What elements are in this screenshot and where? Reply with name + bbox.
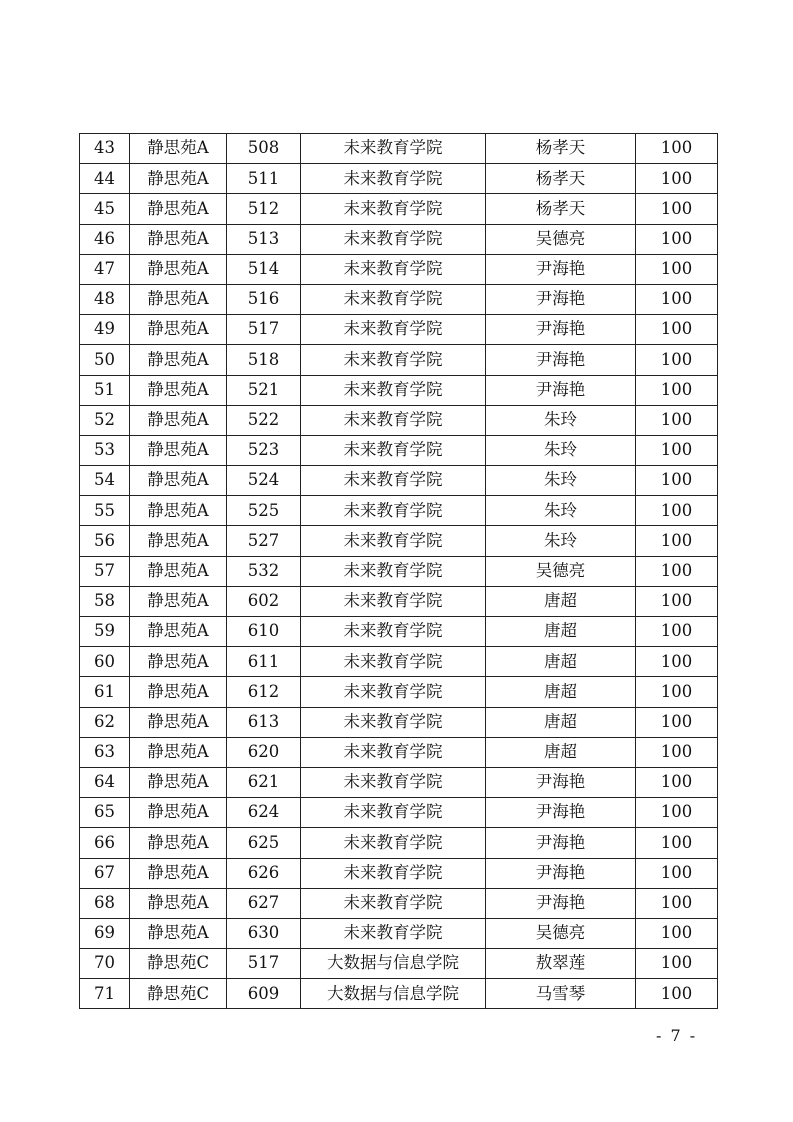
manager-cell: 杨孝天 (486, 164, 636, 194)
room-number-cell: 512 (227, 194, 301, 224)
row-number-cell: 62 (80, 707, 130, 737)
manager-cell: 朱玲 (486, 496, 636, 526)
college-cell: 未来教育学院 (301, 375, 486, 405)
table-row (80, 134, 718, 164)
manager-cell: 唐超 (486, 617, 636, 647)
table-row (80, 466, 718, 496)
college-cell: 未来教育学院 (301, 254, 486, 284)
building-cell: 静思苑A (130, 586, 227, 616)
college-cell: 未来教育学院 (301, 466, 486, 496)
row-number-cell: 68 (80, 888, 130, 918)
page-number: - 7 - (656, 1026, 698, 1045)
building-cell: 静思苑A (130, 858, 227, 888)
room-number-cell: 523 (227, 435, 301, 465)
college-cell: 大数据与信息学院 (301, 949, 486, 979)
building-cell: 静思苑A (130, 737, 227, 767)
building-cell: 静思苑A (130, 798, 227, 828)
college-cell: 未来教育学院 (301, 858, 486, 888)
college-cell: 未来教育学院 (301, 526, 486, 556)
score-cell: 100 (636, 526, 718, 556)
table-row (80, 647, 718, 677)
manager-cell: 尹海艳 (486, 858, 636, 888)
college-cell: 未来教育学院 (301, 707, 486, 737)
score-cell: 100 (636, 617, 718, 647)
room-number-cell: 611 (227, 647, 301, 677)
table-row (80, 767, 718, 797)
score-cell: 100 (636, 798, 718, 828)
room-number-cell: 527 (227, 526, 301, 556)
manager-cell: 朱玲 (486, 526, 636, 556)
row-number-cell: 58 (80, 586, 130, 616)
row-number-cell: 67 (80, 858, 130, 888)
room-number-cell: 613 (227, 707, 301, 737)
room-number-cell: 627 (227, 888, 301, 918)
table-row (80, 888, 718, 918)
table-row (80, 164, 718, 194)
room-number-cell: 612 (227, 677, 301, 707)
row-number-cell: 49 (80, 315, 130, 345)
table-row (80, 405, 718, 435)
dormitory-table (79, 133, 718, 1009)
manager-cell: 朱玲 (486, 466, 636, 496)
manager-cell: 唐超 (486, 737, 636, 767)
table-row (80, 375, 718, 405)
building-cell: 静思苑A (130, 375, 227, 405)
score-cell: 100 (636, 586, 718, 616)
building-cell: 静思苑A (130, 526, 227, 556)
building-cell: 静思苑A (130, 828, 227, 858)
score-cell: 100 (636, 556, 718, 586)
table-row (80, 798, 718, 828)
score-cell: 100 (636, 164, 718, 194)
table-row (80, 586, 718, 616)
room-number-cell: 524 (227, 466, 301, 496)
room-number-cell: 513 (227, 224, 301, 254)
room-number-cell: 521 (227, 375, 301, 405)
row-number-cell: 53 (80, 435, 130, 465)
row-number-cell: 48 (80, 284, 130, 314)
score-cell: 100 (636, 345, 718, 375)
room-number-cell: 518 (227, 345, 301, 375)
manager-cell: 吴德亮 (486, 556, 636, 586)
room-number-cell: 508 (227, 134, 301, 164)
room-number-cell: 602 (227, 586, 301, 616)
building-cell: 静思苑A (130, 194, 227, 224)
table-row (80, 254, 718, 284)
college-cell: 未来教育学院 (301, 737, 486, 767)
room-number-cell: 522 (227, 405, 301, 435)
manager-cell: 马雪琴 (486, 979, 636, 1009)
manager-cell: 尹海艳 (486, 284, 636, 314)
row-number-cell: 57 (80, 556, 130, 586)
manager-cell: 尹海艳 (486, 798, 636, 828)
row-number-cell: 65 (80, 798, 130, 828)
manager-cell: 唐超 (486, 586, 636, 616)
manager-cell: 尹海艳 (486, 828, 636, 858)
table-row (80, 677, 718, 707)
row-number-cell: 64 (80, 767, 130, 797)
building-cell: 静思苑A (130, 918, 227, 948)
score-cell: 100 (636, 405, 718, 435)
college-cell: 未来教育学院 (301, 134, 486, 164)
score-cell: 100 (636, 435, 718, 465)
score-cell: 100 (636, 918, 718, 948)
room-number-cell: 514 (227, 254, 301, 284)
manager-cell: 唐超 (486, 707, 636, 737)
table-row (80, 345, 718, 375)
manager-cell: 尹海艳 (486, 767, 636, 797)
score-cell: 100 (636, 767, 718, 797)
building-cell: 静思苑A (130, 466, 227, 496)
row-number-cell: 71 (80, 979, 130, 1009)
college-cell: 未来教育学院 (301, 888, 486, 918)
college-cell: 未来教育学院 (301, 767, 486, 797)
manager-cell: 尹海艳 (486, 254, 636, 284)
table-row (80, 556, 718, 586)
building-cell: 静思苑A (130, 254, 227, 284)
room-number-cell: 630 (227, 918, 301, 948)
room-number-cell: 525 (227, 496, 301, 526)
college-cell: 未来教育学院 (301, 798, 486, 828)
score-cell: 100 (636, 647, 718, 677)
table-row (80, 918, 718, 948)
college-cell: 未来教育学院 (301, 435, 486, 465)
room-number-cell: 624 (227, 798, 301, 828)
building-cell: 静思苑A (130, 496, 227, 526)
room-number-cell: 610 (227, 617, 301, 647)
row-number-cell: 60 (80, 647, 130, 677)
row-number-cell: 51 (80, 375, 130, 405)
room-number-cell: 626 (227, 858, 301, 888)
college-cell: 未来教育学院 (301, 284, 486, 314)
building-cell: 静思苑C (130, 949, 227, 979)
college-cell: 未来教育学院 (301, 194, 486, 224)
building-cell: 静思苑A (130, 315, 227, 345)
room-number-cell: 621 (227, 767, 301, 797)
manager-cell: 唐超 (486, 647, 636, 677)
building-cell: 静思苑A (130, 707, 227, 737)
room-number-cell: 517 (227, 949, 301, 979)
college-cell: 未来教育学院 (301, 224, 486, 254)
college-cell: 大数据与信息学院 (301, 979, 486, 1009)
row-number-cell: 66 (80, 828, 130, 858)
table-row (80, 617, 718, 647)
row-number-cell: 69 (80, 918, 130, 948)
table-row (80, 224, 718, 254)
table-row (80, 858, 718, 888)
table-row (80, 707, 718, 737)
college-cell: 未来教育学院 (301, 828, 486, 858)
row-number-cell: 46 (80, 224, 130, 254)
row-number-cell: 56 (80, 526, 130, 556)
score-cell: 100 (636, 707, 718, 737)
college-cell: 未来教育学院 (301, 918, 486, 948)
score-cell: 100 (636, 496, 718, 526)
college-cell: 未来教育学院 (301, 496, 486, 526)
manager-cell: 杨孝天 (486, 134, 636, 164)
room-number-cell: 625 (227, 828, 301, 858)
manager-cell: 尹海艳 (486, 375, 636, 405)
row-number-cell: 47 (80, 254, 130, 284)
room-number-cell: 532 (227, 556, 301, 586)
table-body (80, 134, 718, 1009)
table-row (80, 979, 718, 1009)
table-row (80, 284, 718, 314)
score-cell: 100 (636, 828, 718, 858)
college-cell: 未来教育学院 (301, 647, 486, 677)
score-cell: 100 (636, 888, 718, 918)
score-cell: 100 (636, 194, 718, 224)
manager-cell: 吴德亮 (486, 918, 636, 948)
score-cell: 100 (636, 979, 718, 1009)
score-cell: 100 (636, 284, 718, 314)
row-number-cell: 45 (80, 194, 130, 224)
row-number-cell: 61 (80, 677, 130, 707)
manager-cell: 尹海艳 (486, 315, 636, 345)
college-cell: 未来教育学院 (301, 617, 486, 647)
manager-cell: 杨孝天 (486, 194, 636, 224)
room-number-cell: 609 (227, 979, 301, 1009)
row-number-cell: 54 (80, 466, 130, 496)
building-cell: 静思苑A (130, 134, 227, 164)
row-number-cell: 63 (80, 737, 130, 767)
building-cell: 静思苑A (130, 405, 227, 435)
building-cell: 静思苑A (130, 617, 227, 647)
building-cell: 静思苑A (130, 556, 227, 586)
table-row (80, 315, 718, 345)
building-cell: 静思苑A (130, 888, 227, 918)
room-number-cell: 516 (227, 284, 301, 314)
score-cell: 100 (636, 315, 718, 345)
college-cell: 未来教育学院 (301, 586, 486, 616)
score-cell: 100 (636, 224, 718, 254)
building-cell: 静思苑A (130, 164, 227, 194)
score-cell: 100 (636, 466, 718, 496)
row-number-cell: 52 (80, 405, 130, 435)
college-cell: 未来教育学院 (301, 164, 486, 194)
score-cell: 100 (636, 677, 718, 707)
score-cell: 100 (636, 858, 718, 888)
building-cell: 静思苑C (130, 979, 227, 1009)
manager-cell: 唐超 (486, 677, 636, 707)
college-cell: 未来教育学院 (301, 315, 486, 345)
row-number-cell: 70 (80, 949, 130, 979)
score-cell: 100 (636, 737, 718, 767)
building-cell: 静思苑A (130, 435, 227, 465)
table-row (80, 435, 718, 465)
college-cell: 未来教育学院 (301, 405, 486, 435)
room-number-cell: 511 (227, 164, 301, 194)
college-cell: 未来教育学院 (301, 345, 486, 375)
table-row (80, 526, 718, 556)
score-cell: 100 (636, 375, 718, 405)
table-row (80, 194, 718, 224)
college-cell: 未来教育学院 (301, 677, 486, 707)
room-number-cell: 620 (227, 737, 301, 767)
score-cell: 100 (636, 134, 718, 164)
building-cell: 静思苑A (130, 767, 227, 797)
row-number-cell: 50 (80, 345, 130, 375)
table-row (80, 949, 718, 979)
manager-cell: 尹海艳 (486, 345, 636, 375)
building-cell: 静思苑A (130, 284, 227, 314)
table-row (80, 737, 718, 767)
building-cell: 静思苑A (130, 224, 227, 254)
row-number-cell: 43 (80, 134, 130, 164)
building-cell: 静思苑A (130, 647, 227, 677)
row-number-cell: 59 (80, 617, 130, 647)
room-number-cell: 517 (227, 315, 301, 345)
building-cell: 静思苑A (130, 677, 227, 707)
table-row (80, 828, 718, 858)
score-cell: 100 (636, 254, 718, 284)
college-cell: 未来教育学院 (301, 556, 486, 586)
manager-cell: 朱玲 (486, 405, 636, 435)
row-number-cell: 44 (80, 164, 130, 194)
score-cell: 100 (636, 949, 718, 979)
building-cell: 静思苑A (130, 345, 227, 375)
manager-cell: 敖翠莲 (486, 949, 636, 979)
manager-cell: 吴德亮 (486, 224, 636, 254)
manager-cell: 尹海艳 (486, 888, 636, 918)
manager-cell: 朱玲 (486, 435, 636, 465)
row-number-cell: 55 (80, 496, 130, 526)
table-row (80, 496, 718, 526)
